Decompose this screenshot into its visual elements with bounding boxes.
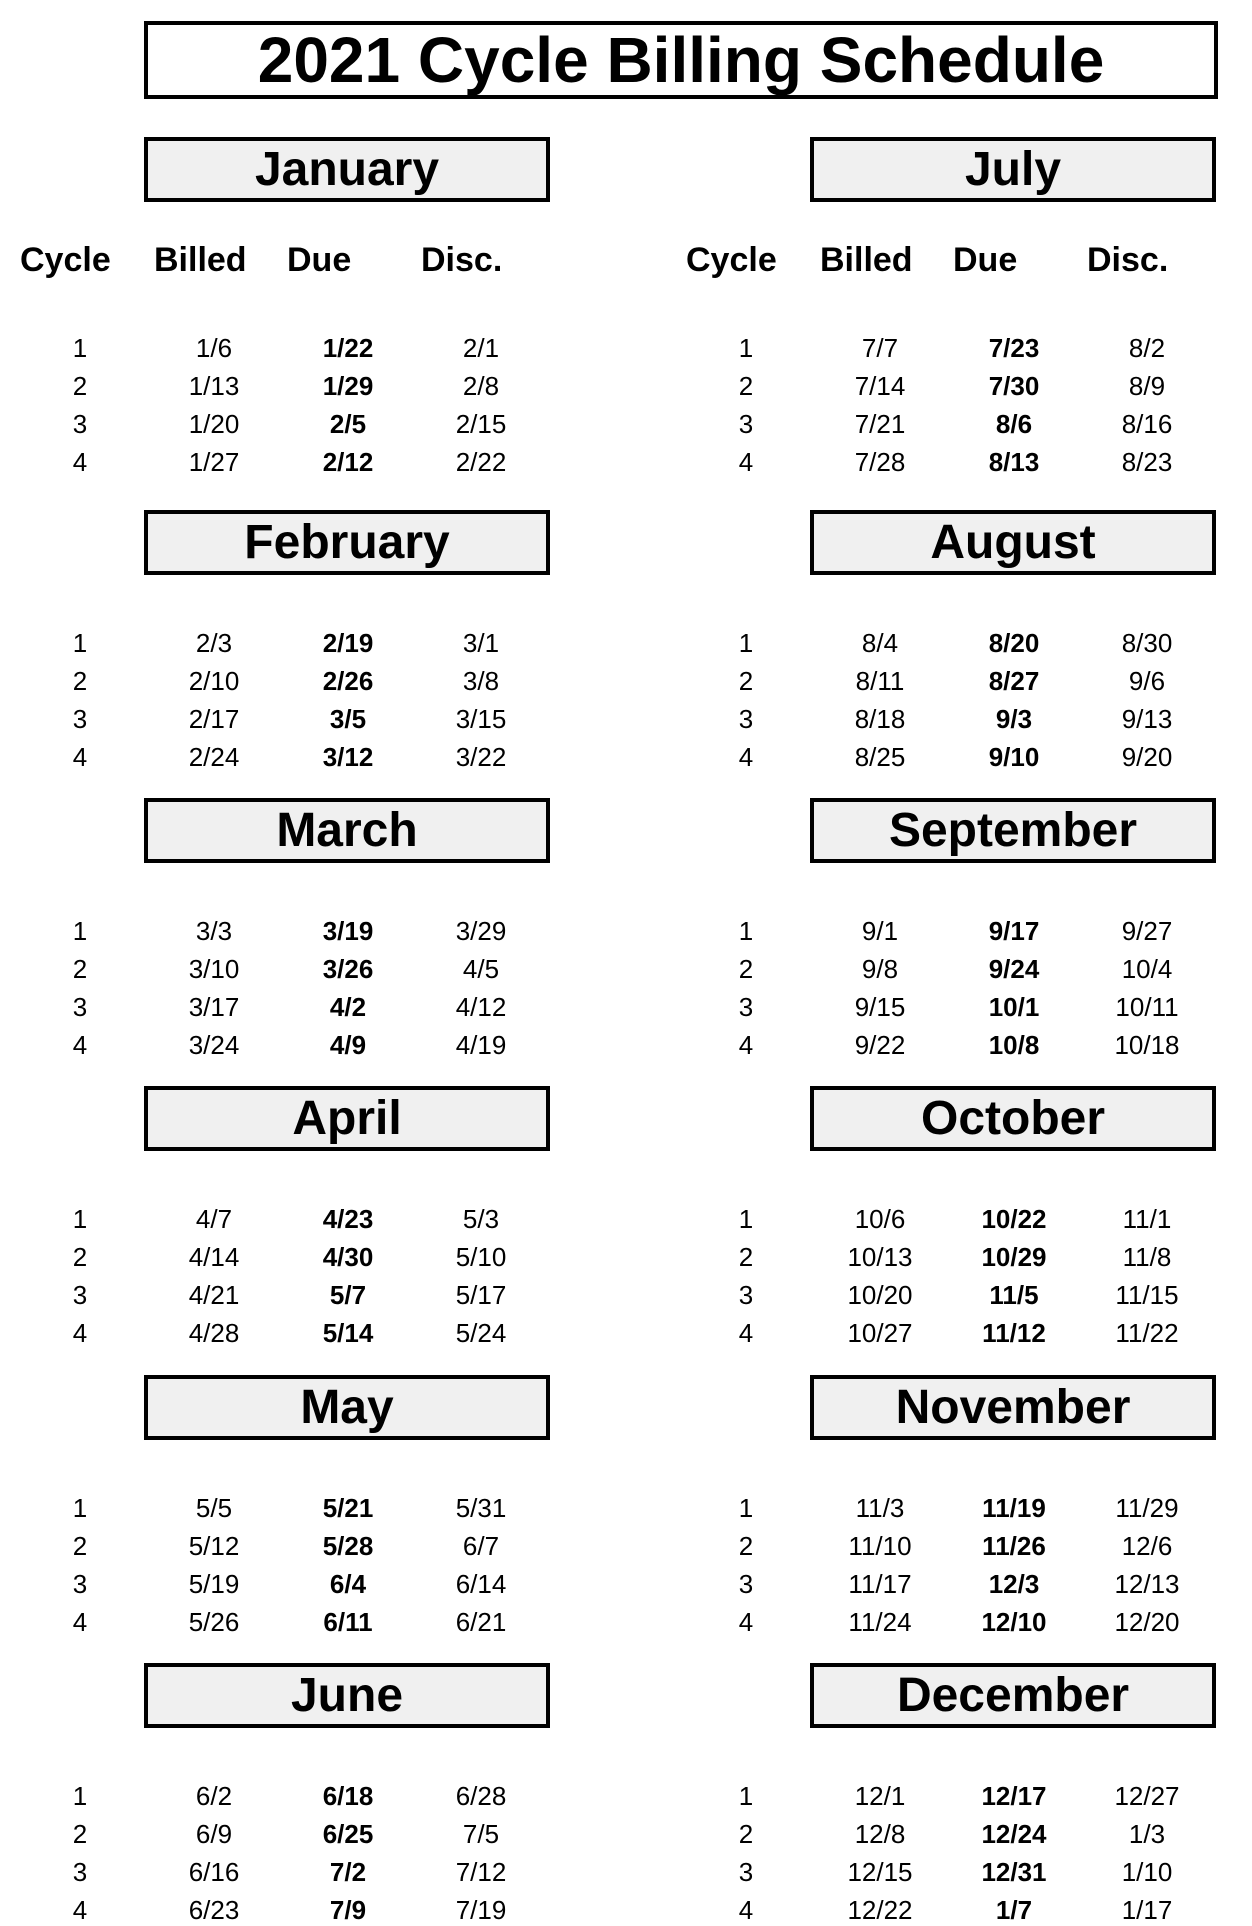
disc-cell: 9/20 <box>1121 742 1173 772</box>
cycle-cell: 4 <box>72 1318 88 1348</box>
cycle-cell: 1 <box>72 333 88 363</box>
column-header-billed: Billed <box>154 241 247 279</box>
due-cell: 3/19 <box>322 916 374 946</box>
due-cell: 8/13 <box>988 447 1040 477</box>
disc-cell: 6/14 <box>455 1569 507 1599</box>
disc-cell: 7/19 <box>455 1895 507 1925</box>
disc-cell: 9/6 <box>1128 666 1166 696</box>
cycle-cell: 3 <box>72 704 88 734</box>
due-cell: 3/5 <box>329 704 367 734</box>
due-cell: 10/8 <box>988 1030 1040 1060</box>
cycle-cell: 3 <box>738 992 754 1022</box>
due-cell: 12/17 <box>981 1781 1047 1811</box>
disc-cell: 9/13 <box>1121 704 1173 734</box>
disc-cell: 8/23 <box>1121 447 1173 477</box>
cycle-cell: 3 <box>72 1569 88 1599</box>
column-header-billed: Billed <box>820 241 913 279</box>
disc-cell: 2/22 <box>455 447 507 477</box>
due-cell: 9/3 <box>995 704 1033 734</box>
column-header-disc: Disc. <box>421 241 503 279</box>
due-cell: 3/12 <box>322 742 374 772</box>
due-cell: 9/10 <box>988 742 1040 772</box>
disc-cell: 11/1 <box>1122 1204 1172 1234</box>
disc-cell: 5/31 <box>455 1493 507 1523</box>
due-cell: 4/23 <box>322 1204 374 1234</box>
billed-cell: 12/1 <box>854 1781 906 1811</box>
cycle-cell: 1 <box>738 628 754 658</box>
due-cell: 11/19 <box>982 1493 1046 1523</box>
cycle-cell: 2 <box>738 1242 754 1272</box>
month-header-june: June <box>144 1663 550 1728</box>
due-cell: 10/29 <box>981 1242 1047 1272</box>
cycle-cell: 1 <box>738 1781 754 1811</box>
billed-cell: 7/21 <box>854 409 906 439</box>
disc-cell: 5/10 <box>455 1242 507 1272</box>
disc-cell: 3/22 <box>455 742 507 772</box>
billed-cell: 2/10 <box>188 666 240 696</box>
billed-cell: 10/20 <box>847 1280 913 1310</box>
disc-cell: 11/22 <box>1115 1318 1179 1348</box>
cycle-cell: 4 <box>738 742 754 772</box>
cycle-cell: 1 <box>738 1204 754 1234</box>
billed-cell: 2/3 <box>195 628 233 658</box>
billed-cell: 8/25 <box>854 742 906 772</box>
disc-cell: 4/12 <box>455 992 507 1022</box>
disc-cell: 7/5 <box>462 1819 500 1849</box>
billed-cell: 11/17 <box>848 1569 912 1599</box>
cycle-cell: 3 <box>738 1280 754 1310</box>
billed-cell: 4/7 <box>195 1204 233 1234</box>
disc-cell: 8/16 <box>1121 409 1173 439</box>
disc-cell: 3/8 <box>462 666 500 696</box>
cycle-cell: 4 <box>72 742 88 772</box>
billed-cell: 6/23 <box>188 1895 240 1925</box>
cycle-cell: 1 <box>72 1493 88 1523</box>
billed-cell: 5/26 <box>188 1607 240 1637</box>
disc-cell: 2/8 <box>462 371 500 401</box>
disc-cell: 8/30 <box>1121 628 1173 658</box>
billed-cell: 5/12 <box>188 1531 240 1561</box>
disc-cell: 6/7 <box>462 1531 500 1561</box>
disc-cell: 6/28 <box>455 1781 507 1811</box>
due-cell: 5/7 <box>329 1280 367 1310</box>
billed-cell: 6/9 <box>195 1819 233 1849</box>
disc-cell: 5/17 <box>455 1280 507 1310</box>
disc-cell: 12/6 <box>1121 1531 1173 1561</box>
due-cell: 7/23 <box>988 333 1040 363</box>
disc-cell: 4/5 <box>462 954 500 984</box>
billed-cell: 11/24 <box>848 1607 912 1637</box>
due-cell: 8/6 <box>995 409 1033 439</box>
month-header-september: September <box>810 798 1216 863</box>
disc-cell: 11/8 <box>1122 1242 1172 1272</box>
due-cell: 9/17 <box>988 916 1040 946</box>
disc-cell: 4/19 <box>455 1030 507 1060</box>
billed-cell: 1/13 <box>188 371 240 401</box>
cycle-cell: 4 <box>72 1607 88 1637</box>
column-header-due: Due <box>287 241 352 279</box>
cycle-cell: 3 <box>738 1857 754 1887</box>
month-header-august: August <box>810 510 1216 575</box>
cycle-cell: 2 <box>738 1531 754 1561</box>
due-cell: 12/10 <box>981 1607 1047 1637</box>
due-cell: 10/22 <box>981 1204 1047 1234</box>
due-cell: 11/26 <box>982 1531 1046 1561</box>
billed-cell: 4/28 <box>188 1318 240 1348</box>
disc-cell: 2/15 <box>455 409 507 439</box>
billed-cell: 7/14 <box>854 371 906 401</box>
due-cell: 4/30 <box>322 1242 374 1272</box>
cycle-cell: 2 <box>738 954 754 984</box>
cycle-cell: 2 <box>72 1531 88 1561</box>
due-cell: 11/5 <box>989 1280 1039 1310</box>
disc-cell: 9/27 <box>1121 916 1173 946</box>
month-header-december: December <box>810 1663 1216 1728</box>
cycle-cell: 1 <box>72 628 88 658</box>
page-title: 2021 Cycle Billing Schedule <box>144 21 1218 99</box>
due-cell: 6/11 <box>323 1607 373 1637</box>
disc-cell: 12/13 <box>1114 1569 1180 1599</box>
billed-cell: 8/4 <box>861 628 899 658</box>
disc-cell: 3/29 <box>455 916 507 946</box>
due-cell: 11/12 <box>982 1318 1046 1348</box>
billed-cell: 3/24 <box>188 1030 240 1060</box>
disc-cell: 6/21 <box>455 1607 507 1637</box>
billed-cell: 2/17 <box>188 704 240 734</box>
column-header-cycle: Cycle <box>20 241 111 279</box>
cycle-cell: 2 <box>72 1819 88 1849</box>
cycle-cell: 1 <box>72 1204 88 1234</box>
cycle-cell: 2 <box>738 371 754 401</box>
cycle-cell: 1 <box>738 333 754 363</box>
billed-cell: 8/18 <box>854 704 906 734</box>
cycle-cell: 4 <box>72 1895 88 1925</box>
cycle-cell: 3 <box>72 1857 88 1887</box>
cycle-cell: 4 <box>72 1030 88 1060</box>
disc-cell: 10/4 <box>1121 954 1173 984</box>
cycle-cell: 3 <box>72 1280 88 1310</box>
billed-cell: 10/13 <box>847 1242 913 1272</box>
disc-cell: 5/3 <box>462 1204 500 1234</box>
month-header-february: February <box>144 510 550 575</box>
cycle-cell: 1 <box>738 916 754 946</box>
billed-cell: 11/10 <box>848 1531 912 1561</box>
cycle-cell: 4 <box>738 1318 754 1348</box>
month-header-october: October <box>810 1086 1216 1151</box>
disc-cell: 12/20 <box>1114 1607 1180 1637</box>
due-cell: 6/25 <box>322 1819 374 1849</box>
due-cell: 2/12 <box>322 447 374 477</box>
cycle-cell: 2 <box>738 1819 754 1849</box>
cycle-cell: 4 <box>738 1895 754 1925</box>
billed-cell: 10/6 <box>854 1204 906 1234</box>
cycle-cell: 3 <box>738 704 754 734</box>
disc-cell: 11/15 <box>1115 1280 1179 1310</box>
due-cell: 9/24 <box>988 954 1040 984</box>
disc-cell: 2/1 <box>462 333 500 363</box>
billed-cell: 5/19 <box>188 1569 240 1599</box>
cycle-cell: 3 <box>72 409 88 439</box>
cycle-cell: 3 <box>738 409 754 439</box>
cycle-cell: 2 <box>72 954 88 984</box>
cycle-cell: 4 <box>738 1607 754 1637</box>
due-cell: 12/3 <box>988 1569 1040 1599</box>
due-cell: 4/2 <box>329 992 367 1022</box>
cycle-cell: 4 <box>72 447 88 477</box>
disc-cell: 10/11 <box>1115 992 1179 1022</box>
cycle-cell: 3 <box>738 1569 754 1599</box>
due-cell: 1/29 <box>322 371 374 401</box>
due-cell: 5/14 <box>322 1318 374 1348</box>
cycle-cell: 1 <box>738 1493 754 1523</box>
billed-cell: 12/8 <box>854 1819 906 1849</box>
billed-cell: 1/20 <box>188 409 240 439</box>
month-header-july: July <box>810 137 1216 202</box>
due-cell: 1/7 <box>995 1895 1033 1925</box>
billed-cell: 10/27 <box>847 1318 913 1348</box>
disc-cell: 3/1 <box>462 628 500 658</box>
billed-cell: 9/22 <box>854 1030 906 1060</box>
due-cell: 5/21 <box>322 1493 374 1523</box>
billed-cell: 7/7 <box>861 333 899 363</box>
billed-cell: 2/24 <box>188 742 240 772</box>
due-cell: 2/26 <box>322 666 374 696</box>
billed-cell: 1/6 <box>195 333 233 363</box>
due-cell: 4/9 <box>329 1030 367 1060</box>
column-header-due: Due <box>953 241 1018 279</box>
billed-cell: 6/2 <box>195 1781 233 1811</box>
billed-cell: 3/17 <box>188 992 240 1022</box>
billed-cell: 1/27 <box>188 447 240 477</box>
due-cell: 7/9 <box>329 1895 367 1925</box>
month-header-april: April <box>144 1086 550 1151</box>
month-header-march: March <box>144 798 550 863</box>
due-cell: 2/19 <box>322 628 374 658</box>
disc-cell: 10/18 <box>1114 1030 1180 1060</box>
disc-cell: 12/27 <box>1114 1781 1180 1811</box>
due-cell: 3/26 <box>322 954 374 984</box>
disc-cell: 8/2 <box>1128 333 1166 363</box>
billed-cell: 11/3 <box>855 1493 905 1523</box>
billed-cell: 3/3 <box>195 916 233 946</box>
disc-cell: 5/24 <box>455 1318 507 1348</box>
billed-cell: 8/11 <box>855 666 905 696</box>
due-cell: 8/27 <box>988 666 1040 696</box>
billed-cell: 7/28 <box>854 447 906 477</box>
billed-cell: 3/10 <box>188 954 240 984</box>
column-header-cycle: Cycle <box>686 241 777 279</box>
column-header-disc: Disc. <box>1087 241 1169 279</box>
cycle-cell: 2 <box>72 1242 88 1272</box>
billed-cell: 6/16 <box>188 1857 240 1887</box>
billed-cell: 5/5 <box>195 1493 233 1523</box>
due-cell: 5/28 <box>322 1531 374 1561</box>
cycle-cell: 2 <box>738 666 754 696</box>
billed-cell: 12/22 <box>847 1895 913 1925</box>
due-cell: 10/1 <box>988 992 1040 1022</box>
due-cell: 7/2 <box>329 1857 367 1887</box>
billed-cell: 9/8 <box>861 954 899 984</box>
cycle-cell: 1 <box>72 1781 88 1811</box>
disc-cell: 1/17 <box>1121 1895 1173 1925</box>
due-cell: 12/31 <box>981 1857 1047 1887</box>
billed-cell: 4/21 <box>188 1280 240 1310</box>
due-cell: 7/30 <box>988 371 1040 401</box>
cycle-cell: 2 <box>72 666 88 696</box>
disc-cell: 8/9 <box>1128 371 1166 401</box>
billed-cell: 12/15 <box>847 1857 913 1887</box>
month-header-january: January <box>144 137 550 202</box>
cycle-cell: 4 <box>738 1030 754 1060</box>
due-cell: 8/20 <box>988 628 1040 658</box>
cycle-cell: 4 <box>738 447 754 477</box>
disc-cell: 1/3 <box>1128 1819 1166 1849</box>
disc-cell: 3/15 <box>455 704 507 734</box>
due-cell: 6/18 <box>322 1781 374 1811</box>
due-cell: 2/5 <box>329 409 367 439</box>
disc-cell: 7/12 <box>455 1857 507 1887</box>
month-header-november: November <box>810 1375 1216 1440</box>
due-cell: 6/4 <box>329 1569 367 1599</box>
billed-cell: 9/1 <box>861 916 899 946</box>
month-header-may: May <box>144 1375 550 1440</box>
due-cell: 1/22 <box>322 333 374 363</box>
disc-cell: 11/29 <box>1115 1493 1179 1523</box>
disc-cell: 1/10 <box>1121 1857 1173 1887</box>
cycle-cell: 2 <box>72 371 88 401</box>
billed-cell: 4/14 <box>188 1242 240 1272</box>
due-cell: 12/24 <box>981 1819 1047 1849</box>
cycle-cell: 3 <box>72 992 88 1022</box>
billed-cell: 9/15 <box>854 992 906 1022</box>
cycle-cell: 1 <box>72 916 88 946</box>
